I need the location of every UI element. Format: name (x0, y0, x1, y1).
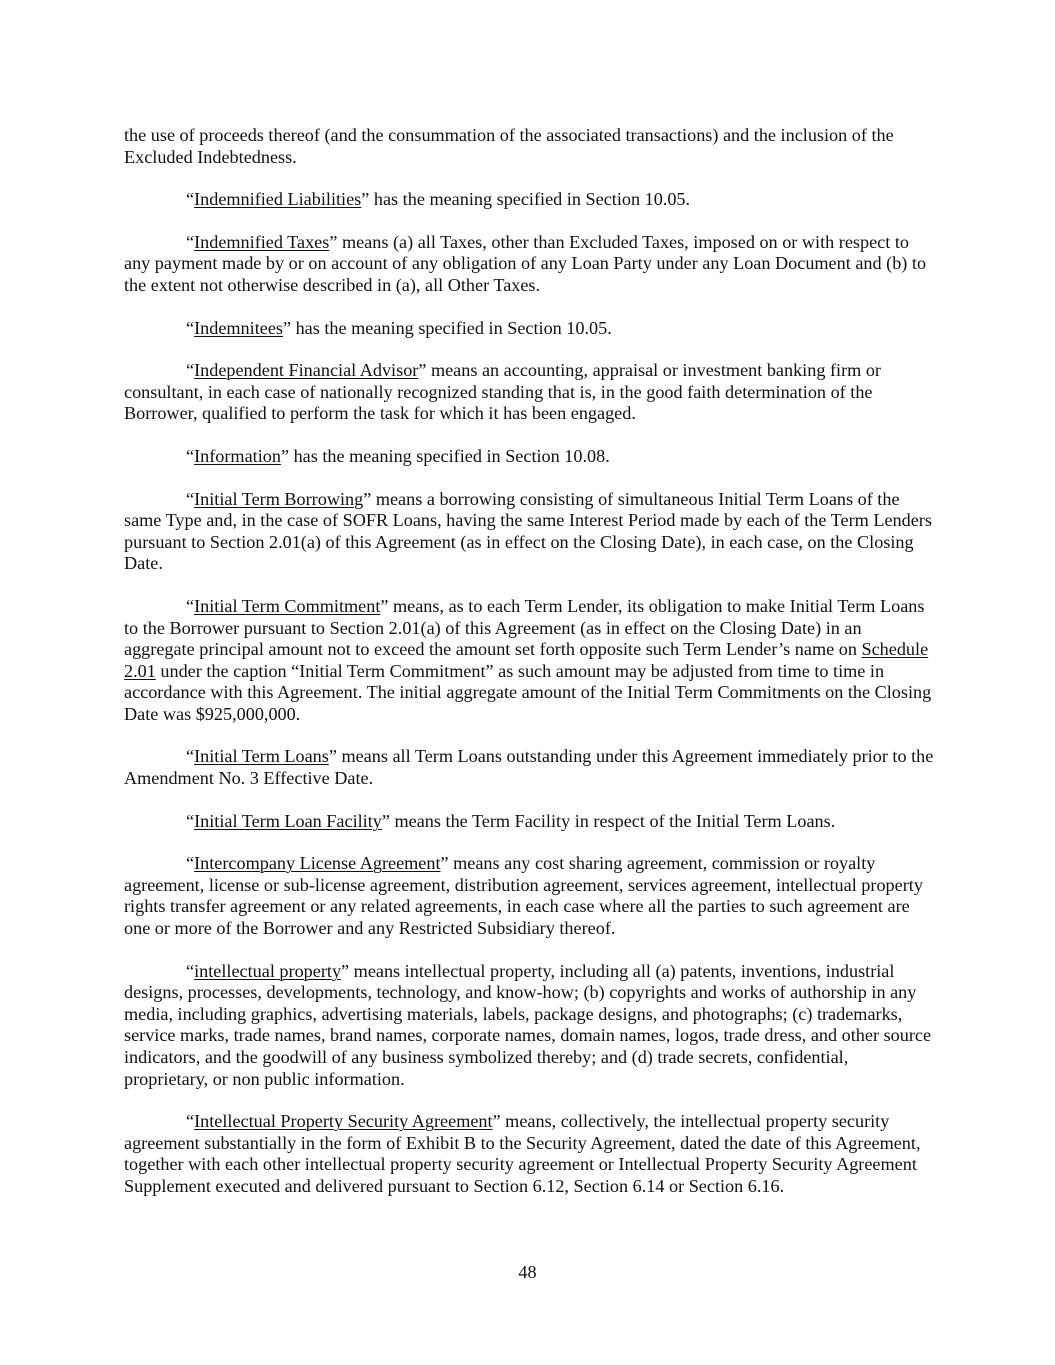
open-quote: “ (186, 488, 195, 509)
open-quote: “ (186, 853, 195, 874)
defined-term: Indemnified Liabilities (194, 189, 362, 210)
open-quote: “ (186, 595, 195, 616)
intro-text: the use of proceeds thereof (and the consummation of the associated transactions) and the inclusion of the Excluded Indebtedness. (124, 125, 894, 167)
defined-term: Independent Financial Advisor (194, 360, 419, 381)
definition-information (124, 446, 936, 468)
defined-term: Indemnified Taxes (194, 231, 330, 252)
definition-body: ” has the meaning specified in Section 10.08. (280, 445, 610, 466)
definition-body-continued: under the caption “Initial Term Commitment” as such amount may be adjusted from time to time in accordance with this Agreement. The initial aggregate amount of the Initial Term Commitments on the Closing Date was $925,000,000. (124, 660, 932, 724)
definition-indemnified-liabilities (124, 189, 936, 211)
definition-body: ” has the meaning specified in Section 10.05. (282, 317, 612, 338)
open-quote: “ (186, 189, 195, 210)
defined-term: Intercompany License Agreement (194, 853, 441, 874)
definition-indemnified-taxes (124, 232, 936, 297)
open-quote: “ (186, 360, 195, 381)
open-quote: “ (186, 1111, 195, 1132)
definition-indemnitees (124, 318, 936, 340)
definition-intellectual-property (124, 961, 936, 1091)
definition-body: ” means (a) all Taxes, other than Excluded Taxes, imposed on or with respect to any payment made by or on account of any obligation of any Loan Party under any Loan Document and (b) to the extent not otherwise described in (a), all Other Taxes. (124, 231, 927, 295)
defined-term: intellectual property (194, 960, 342, 981)
definition-intercompany-license-agreement (124, 853, 936, 939)
definition-body: ” means a borrowing consisting of simultaneous Initial Term Loans of the same Type and, in the case of SOFR Loans, having the same Interest Period made by each of the Term Lenders pursuant to Section 2.01(a) of this Agreement (as in effect on the Closing Date), in each case, on the Closing Date. (124, 488, 932, 574)
defined-term: Information (194, 445, 281, 466)
open-quote: “ (186, 317, 195, 338)
definition-independent-financial-advisor (124, 360, 936, 425)
defined-term: Indemnitees (194, 317, 283, 338)
definition-body: ” means intellectual property, including all (a) patents, inventions, industrial designs, processes, developments, technology, and know-how; (b) copyrights and works of authorship in any media, including graphics, advertising materials, labels, package designs, and photographs; (c) trademarks, service marks, trade names, brand names, corporate names, domain names, logos, trade dress, and other source indicators, and the goodwill of any business symbolized thereby; and (d) trade secrets, confidential, proprietary, or non public information. (124, 960, 932, 1089)
definition-initial-term-commitment (124, 596, 936, 726)
definition-body: ” means, as to each Term Lender, its obligation to make Initial Term Loans to the Borrower pursuant to Section 2.01(a) of this Agreement (as in effect on the Closing Date) in an aggregate principal amount not to exceed the amount set forth opposite such Term Lender’s name on (124, 595, 925, 660)
definition-body: ” means all Term Loans outstanding under this Agreement immediately prior to the Amendment No. 3 Effective Date. (124, 746, 934, 789)
definition-body: ” means the Term Facility in respect of the Initial Term Loans. (381, 810, 836, 831)
open-quote: “ (186, 960, 195, 981)
open-quote: “ (186, 231, 195, 252)
defined-term: Initial Term Loan Facility (194, 810, 382, 831)
open-quote: “ (186, 746, 195, 767)
definition-intellectual-property-security-agreement (124, 1111, 936, 1197)
definition-initial-term-borrowing (124, 489, 936, 575)
defined-term: Initial Term Commitment (194, 595, 381, 616)
definition-initial-term-loans (124, 746, 936, 789)
defined-term: Initial Term Borrowing (194, 488, 364, 509)
document-page (124, 125, 936, 1219)
definition-body: ” means any cost sharing agreement, commission or royalty agreement, license or sub-license agreement, distribution agreement, services agreement, intellectual property rights transfer agreement or any related agreements, in each case where all the parties to such agreement are one or more of the Borrower and any Restricted Subsidiary thereof. (124, 853, 923, 939)
schedule-reference: Schedule 2.01 (124, 639, 929, 681)
open-quote: “ (186, 445, 195, 466)
definition-body: ” has the meaning specified in Section 10.05. (361, 189, 691, 210)
defined-term: Intellectual Property Security Agreement (194, 1111, 493, 1132)
open-quote: “ (186, 810, 195, 831)
page-number: 48 (518, 1262, 537, 1282)
definition-body: ” means an accounting, appraisal or investment banking firm or consultant, in each case of nationally recognized standing that is, in the good faith determination of the Borrower, qualified to perform the task for which it has been engaged. (124, 360, 881, 424)
definition-body: ” means, collectively, the intellectual property security agreement substantially in the form of Exhibit B to the Security Agreement, dated the date of this Agreement, together with each other intellectual property security agreement or Intellectual Property Security Agreement Supplement executed and delivered pursuant to Section 6.12, Section 6.14 or Section 6.16. (124, 1111, 921, 1196)
defined-term: Initial Term Loans (194, 746, 329, 767)
intro-paragraph (124, 125, 936, 168)
definition-initial-term-loan-facility (124, 811, 936, 833)
